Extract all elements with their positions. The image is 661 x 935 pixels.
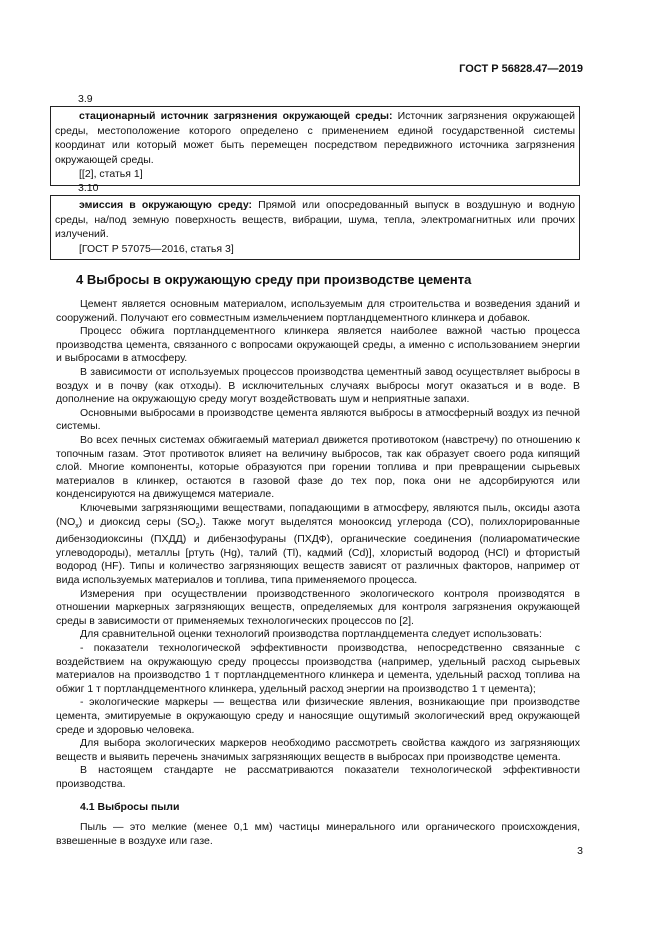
paragraph: Для сравнительной оценки технологий производства портландцемента следует использовать:: [80, 628, 542, 641]
list-item: - показатели технологической эффективности производства, непосредственно связанные с воздействием на окружающую среду процессы производства (например, удельный расход сырьевых материалов на производство 1 т портландцементного клинкера и цемента, удельный расход топлива на обжиг 1 т портландцементного клинкера, удельный расход энергии на производство 1 т цемента);: [56, 641, 580, 695]
standard-header: ГОСТ Р 56828.47—2019: [459, 63, 583, 75]
paragraph: В настоящем стандарте не рассматриваются показатели технологической эффективности производства.: [56, 764, 580, 790]
term-number: 3.9: [78, 93, 93, 105]
paragraph: Процесс обжига портландцементного клинкера является наиболее важной частью процесса производства цемента, связанного с вопросами окружающей среды, а именно с использованием энергии и выбросами в атмосферу.: [56, 325, 580, 365]
term-reference: [ГОСТ Р 57075—2016, статья 3]: [79, 242, 234, 255]
term-reference: [[2], статья 1]: [79, 168, 143, 180]
paragraph: Для выбора экологических маркеров необходимо рассмотреть свойства каждого из загрязняющих веществ и выявить перечень значимых загрязняющих веществ в выбросах при производстве цемента.: [56, 737, 580, 763]
term-name: стационарный источник загрязнения окружающей среды:: [79, 110, 393, 122]
text-fragment: Ключевыми загрязняющими веществами, попадающими в атмосферу, являются пыль, оксиды азота (NO: [56, 501, 580, 528]
section-body: [56, 298, 580, 848]
term-definition: Источник загрязнения окружающей среды, местоположение которого определено с применением единой государственной системы координат или который может быть перемещен посредством передвижного источника загрязнения окружающей среды.: [55, 110, 575, 166]
paragraph: Цемент является основным материалом, используемым для строительства и возведения зданий и сооружений. Получают его совместным измельчением портландцементного клинкера и добавок.: [56, 298, 580, 324]
term-definition-box: [50, 195, 580, 260]
term-text: [55, 198, 575, 242]
term-definition-box: [50, 106, 580, 186]
paragraph: Пыль — это мелкие (менее 0,1 мм) частицы минерального или органического происхождения, взвешенные в воздухе или газе.: [56, 821, 580, 847]
term-name: эмиссия в окружающую среду:: [79, 199, 253, 211]
subscript: x: [75, 522, 79, 530]
section-title: 4 Выбросы в окружающую среду при производстве цемента: [76, 272, 472, 287]
subsection-title: 4.1 Выбросы пыли: [80, 801, 180, 814]
page-number: 3: [577, 845, 583, 857]
paragraph: Измерения при осуществлении производственного экологического контроля производятся в отношении маркерных загрязняющих веществ, определяемых для контроля загрязнения окружающей среды в зависимости от применяемых технологических процессов по [2].: [56, 587, 580, 627]
paragraph: Основными выбросами в производстве цемента являются выбросы в атмосферный воздух из печной системы.: [56, 406, 580, 433]
subscript: 2: [195, 522, 200, 530]
term-definition: Прямой или опосредованный выпуск в воздушную и водную среды, на/под земную поверхность веществ, вибрации, шума, тепла, электромагнитных или прочих излучений.: [55, 199, 575, 240]
paragraph: Во всех печных системах обжигаемый материал движется противотоком (навстречу) по отношению к топочным газам. Этот противоток влияет на величину выбросов, так как образует своего рода кипящий слой. Многие компоненты, которые образуются при горении топлива и при превращении сырьевых материалов в клинкер, остаются в газовой фазе до тех пор, пока они не адсорбируются или конденсируются на движущемся материале.: [56, 433, 580, 501]
text-fragment: ) и диоксид серы (SO: [78, 515, 196, 528]
paragraph: В зависимости от используемых процессов производства цементный завод осуществляет выбросы в воздух и в почву (как отходы). В исключительных случаях выбросы могут оказаться и в воде. В дополнение на окружающую среду могут воздействовать шум и неприятные запахи.: [56, 365, 580, 406]
term-text: [55, 109, 575, 167]
list-item: - экологические маркеры — вещества или физические явления, возникающие при производстве цемента, эмитируемые в окружающую среду и наносящие ощутимый экологический вред окружающей среде и здоровью человека.: [56, 696, 580, 736]
text-fragment: ). Также могут выделятся монооксид углерода (CO), полихлорированные дибензодиоксины (ПХДД) и дибензофураны (ПХДФ), органические соединения (полиароматические углеводороды), металлы [ртуть (Hg), талий (Tl), кадмий (Cd)], хлористый водород (HCl) и фтористый водород (HF). Типы и количество загрязняющих веществ зависят от различных факторов, например от вида используемых материалов и топлива, типа применяемого процесса.: [56, 515, 580, 586]
term-number: 3.10: [78, 182, 99, 194]
paragraph: [56, 502, 580, 588]
